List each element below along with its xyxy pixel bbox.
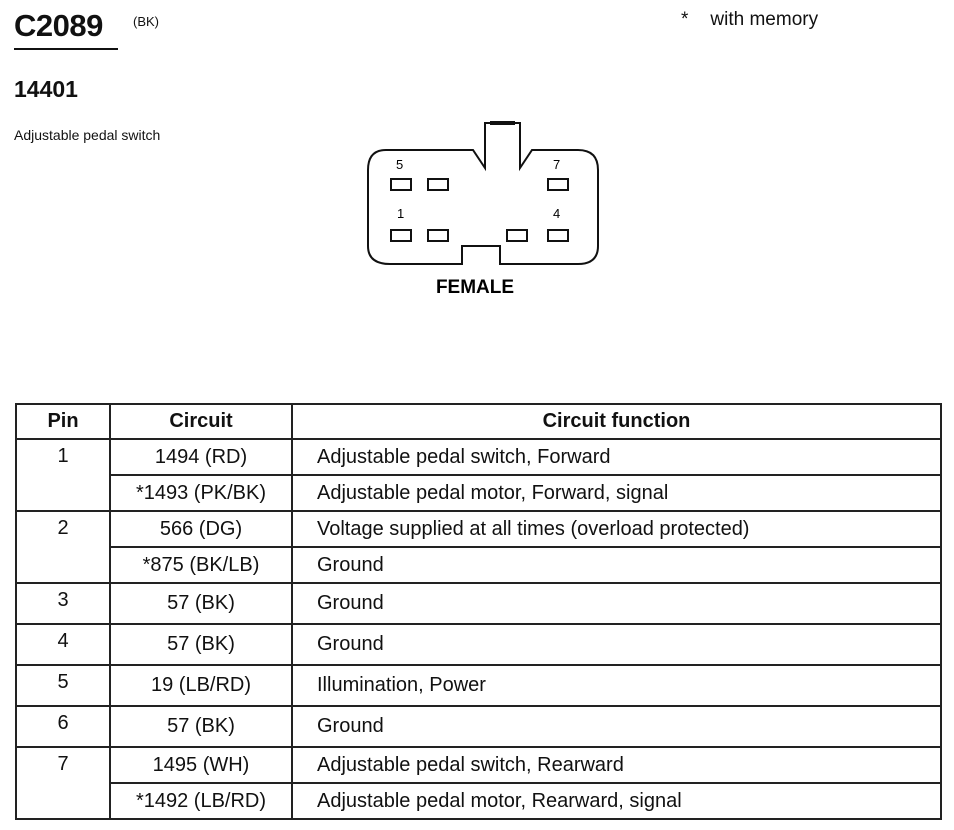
header-circuit: Circuit bbox=[110, 404, 292, 439]
pin-label-4: 4 bbox=[553, 206, 561, 221]
circuit-cell: 57 (BK) bbox=[110, 583, 292, 624]
table-row bbox=[16, 783, 941, 819]
circuit-cell: 566 (DG) bbox=[110, 511, 292, 547]
table-row bbox=[16, 665, 941, 706]
pin-number-cell: 2 bbox=[16, 511, 110, 583]
pin-number-cell: 3 bbox=[16, 583, 110, 624]
circuit-function-cell: Ground bbox=[292, 624, 941, 665]
header-pin: Pin bbox=[16, 404, 110, 439]
pin-number-cell: 1 bbox=[16, 439, 110, 511]
memory-note-text: with memory bbox=[710, 9, 819, 30]
table-row bbox=[16, 706, 941, 747]
circuit-function-cell: Ground bbox=[292, 547, 941, 583]
connector-housing-outline bbox=[368, 123, 598, 264]
component-name: Adjustable pedal switch bbox=[14, 127, 161, 143]
circuit-cell: 57 (BK) bbox=[110, 706, 292, 747]
pin-label-1: 1 bbox=[397, 206, 405, 221]
pin-cavity-7 bbox=[548, 179, 568, 190]
circuit-function-cell: Adjustable pedal motor, Forward, signal bbox=[292, 475, 941, 511]
pin-cavity-6 bbox=[428, 179, 448, 190]
gender-label: FEMALE bbox=[435, 277, 515, 298]
pin-number-cell: 6 bbox=[16, 706, 110, 747]
table-header-row bbox=[16, 404, 941, 439]
memory-note-symbol: * bbox=[681, 9, 689, 30]
circuit-function-cell: Ground bbox=[292, 583, 941, 624]
circuit-cell: 1494 (RD) bbox=[110, 439, 292, 475]
table-row bbox=[16, 547, 941, 583]
circuit-function-cell: Illumination, Power bbox=[292, 665, 941, 706]
table-row bbox=[16, 583, 941, 624]
circuit-function-cell: Voltage supplied at all times (overload protected) bbox=[292, 511, 941, 547]
pin-number-cell: 4 bbox=[16, 624, 110, 665]
pin-cavity-1 bbox=[391, 230, 411, 241]
table-row bbox=[16, 439, 941, 475]
pin-table-body bbox=[16, 439, 941, 819]
pin-cavity-3 bbox=[507, 230, 527, 241]
pin-table bbox=[15, 403, 942, 820]
pin-cavity-5 bbox=[391, 179, 411, 190]
circuit-cell: 19 (LB/RD) bbox=[110, 665, 292, 706]
table-row bbox=[16, 475, 941, 511]
circuit-cell: 57 (BK) bbox=[110, 624, 292, 665]
circuit-function-cell: Adjustable pedal motor, Rearward, signal bbox=[292, 783, 941, 819]
part-number: 14401 bbox=[14, 76, 78, 102]
pin-number-cell: 7 bbox=[16, 747, 110, 819]
pin-cavity-2 bbox=[428, 230, 448, 241]
connector-diagram bbox=[360, 118, 610, 303]
pin-cavity-4 bbox=[548, 230, 568, 241]
circuit-cell: *1492 (LB/RD) bbox=[110, 783, 292, 819]
circuit-cell: *875 (BK/LB) bbox=[110, 547, 292, 583]
memory-note bbox=[681, 9, 818, 31]
pin-number-cell: 5 bbox=[16, 665, 110, 706]
connector-color: (BK) bbox=[133, 14, 159, 29]
connector-id: C2089 bbox=[14, 8, 103, 43]
circuit-function-cell: Adjustable pedal switch, Rearward bbox=[292, 747, 941, 783]
circuit-cell: 1495 (WH) bbox=[110, 747, 292, 783]
pin-label-5: 5 bbox=[396, 157, 404, 172]
title-underline bbox=[14, 48, 118, 50]
header-circuit-function: Circuit function bbox=[292, 404, 941, 439]
circuit-function-cell: Adjustable pedal switch, Forward bbox=[292, 439, 941, 475]
table-row bbox=[16, 511, 941, 547]
circuit-function-cell: Ground bbox=[292, 706, 941, 747]
pin-label-7: 7 bbox=[553, 157, 561, 172]
circuit-cell: *1493 (PK/BK) bbox=[110, 475, 292, 511]
table-row bbox=[16, 624, 941, 665]
table-row bbox=[16, 747, 941, 783]
